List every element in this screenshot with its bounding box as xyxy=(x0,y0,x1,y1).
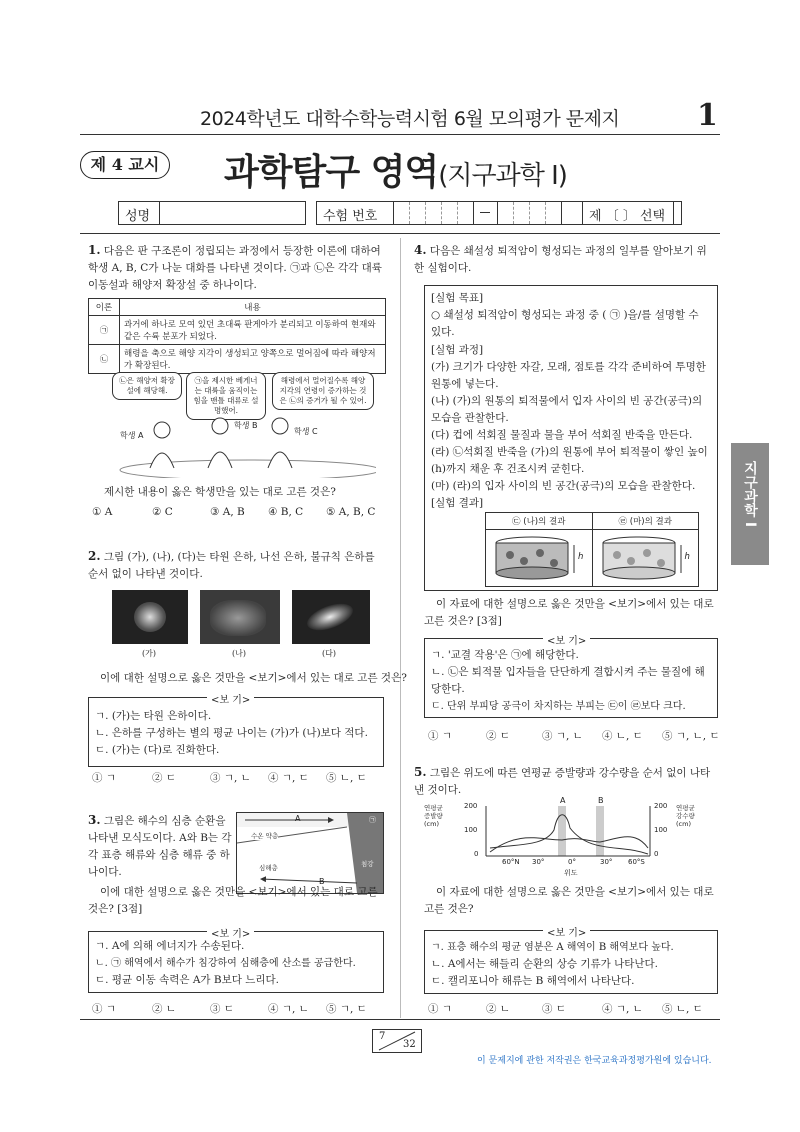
q5-region-a: A xyxy=(560,796,566,805)
q4-choice-4[interactable]: ④ ㄴ, ㄷ xyxy=(602,730,643,742)
q5-left-label: 연평균증발량(cm) xyxy=(424,804,443,828)
q1-row1-label: ㉠ xyxy=(89,316,120,345)
label-student-b: 학생 B xyxy=(234,421,258,430)
q5-xtick-60s: 60°S xyxy=(628,858,645,866)
bubble-student-a: ㉡은 해양저 확장설에 해당해. xyxy=(112,372,182,400)
q3-label-deep: 심해층 xyxy=(259,864,278,872)
q2-question: 이에 대한 설명으로 옳은 것만을 <보기>에서 있는 대로 고른 것은? xyxy=(100,672,407,684)
q1-row2-content: 해령을 축으로 해양 지각이 생성되고 양쪽으로 멀어짐에 따라 해양저가 확장된다. xyxy=(120,345,386,374)
q5-text: 그림은 위도에 따른 연평균 증발량과 강수량을 순서 없이 나타낸 것이다. xyxy=(414,767,711,796)
q5-ytick-200-l: 200 xyxy=(464,802,478,810)
galaxy-image-ga xyxy=(112,590,188,644)
q5-choice-5[interactable]: ⑤ ㄴ, ㄷ xyxy=(662,1003,703,1015)
q4-proc-title: [실험 과정] xyxy=(431,344,484,356)
session-badge: 제 4 교시 xyxy=(80,151,170,179)
q5-choice-1[interactable]: ① ㄱ xyxy=(428,1003,452,1015)
q5-xtick-0: 0° xyxy=(568,858,576,866)
q5-bogi-1: ㄱ. 표층 해수의 평균 염분은 A 해역이 B 해역보다 높다. xyxy=(431,942,674,953)
area-main: 과학탐구 영역 xyxy=(224,152,439,193)
q4-choice-3[interactable]: ③ ㄱ, ㄴ xyxy=(542,730,583,742)
q4-bogi-3: ㄷ. 단위 부피당 공극이 차지하는 부피는 ㉢이 ㉣보다 크다. xyxy=(431,701,686,712)
label-student-c: 학생 C xyxy=(294,427,318,436)
page-total: 32 xyxy=(403,1039,416,1050)
q3-choice-3[interactable]: ③ ㄷ xyxy=(210,1003,234,1015)
q5-bogi-title: <보 기> xyxy=(543,924,590,939)
q2-bogi-2: ㄴ. 은하를 구성하는 별의 평균 나이는 (가)가 (나)보다 적다. xyxy=(95,727,368,739)
q4-stem xyxy=(414,242,714,277)
q4-h-label-2: h xyxy=(684,552,690,562)
q4-step-ga: (가) 크기가 다양한 자갈, 모래, 점토를 각각 준비하여 투명한 원통에 넣는다. xyxy=(431,361,706,390)
name-field[interactable] xyxy=(118,201,306,225)
q3-text: 그림은 해수의 심층 순환을 나타낸 모식도이다. A와 B는 각각 표층 해류와 심층 해류 중 하나이다. xyxy=(88,815,232,878)
bubble-student-b: ㉠을 제시한 베게너는 대륙을 움직이는 힘을 맨틀 대류로 설명했어. xyxy=(186,372,266,420)
q1-number: 1. xyxy=(88,243,101,257)
area-title xyxy=(224,144,567,195)
q5-ytick-0-l: 0 xyxy=(474,850,479,858)
q1-table xyxy=(88,298,386,374)
choice-label: 제 〔 〕 선택 xyxy=(589,209,666,224)
q4-result-header-1: ㉢ (나)의 결과 xyxy=(486,513,593,530)
q3-diagram xyxy=(236,812,384,894)
q5-stem xyxy=(414,764,714,799)
q4-step-da: (다) 컵에 석회질 물질과 물을 부어 석회질 반죽을 만든다. xyxy=(431,429,693,441)
q4-result-before xyxy=(486,530,593,587)
q1-th-theory: 이론 xyxy=(89,299,120,316)
q3-bogi-3: ㄷ. 평균 이동 속력은 A가 B보다 느리다. xyxy=(95,974,280,986)
q2-bogi-title: <보 기> xyxy=(207,691,254,706)
q5-bogi-box xyxy=(424,930,718,994)
q3-bogi-title: <보 기> xyxy=(207,925,254,940)
q5-xtick-60n: 60°N xyxy=(502,858,520,866)
area-sub: (지구과학 I) xyxy=(438,161,567,191)
q5-right-label: 연평균강수량(cm) xyxy=(676,804,695,828)
q2-choice-2[interactable]: ② ㄷ xyxy=(152,772,176,784)
header-rule xyxy=(80,134,720,135)
q4-result-table xyxy=(485,512,699,587)
q5-bogi-2: ㄴ. A에서는 해들리 순환의 상승 기류가 나타난다. xyxy=(431,958,659,970)
q2-bogi-box xyxy=(88,697,384,767)
q3-label-b: B xyxy=(319,877,325,886)
q1-question: 제시한 내용이 옳은 학생만을 있는 대로 고른 것은? xyxy=(104,486,336,498)
q3-choices xyxy=(92,1001,392,1016)
q2-number: 2. xyxy=(88,549,101,563)
cylinder-before-drawing xyxy=(490,533,580,581)
q1-stem xyxy=(88,242,384,294)
q3-stem xyxy=(88,812,232,881)
q5-ytick-200-r: 200 xyxy=(654,802,668,810)
q2-choice-5[interactable]: ⑤ ㄴ, ㄷ xyxy=(326,772,367,784)
q2-bogi-3: ㄷ. (가)는 (다)로 진화한다. xyxy=(95,744,220,756)
q2-stem xyxy=(88,548,384,583)
q3-label-sink: 침강 xyxy=(361,860,374,868)
q5-xtick-30s: 30° xyxy=(600,858,613,866)
q5-ytick-100-r: 100 xyxy=(654,826,668,834)
q5-ytick-100-l: 100 xyxy=(464,826,478,834)
q1-choice-2[interactable]: ② C xyxy=(152,506,173,518)
q5-bogi-3: ㄷ. 캘리포니아 해류는 B 해역에서 나타난다. xyxy=(431,975,635,987)
q1-row2-label: ㉡ xyxy=(89,345,120,374)
q3-bogi-box xyxy=(88,931,384,993)
q4-step-na: (나) (가)의 원통의 퇴적물에서 입자 사이의 빈 공간(공극)의 모습을 관찰한다. xyxy=(431,395,703,424)
q4-choice-5[interactable]: ⑤ ㄱ, ㄴ, ㄷ xyxy=(662,730,720,742)
q3-choice-4[interactable]: ④ ㄱ, ㄴ xyxy=(268,1003,309,1015)
q4-step-ma: (마) (라)의 입자 사이의 빈 공간(공극)의 모습을 관찰한다. xyxy=(431,480,696,492)
q2-choice-4[interactable]: ④ ㄱ, ㄷ xyxy=(268,772,309,784)
q4-bogi-1: ㄱ. '교결 작용'은 ㉠에 해당한다. xyxy=(431,649,579,661)
q3-bogi-2: ㄴ. ㉠ 해역에서 해수가 침강하여 심해층에 산소를 공급한다. xyxy=(95,958,356,969)
exam-title: 2024학년도 대학수학능력시험 6월 모의평가 문제지 xyxy=(200,108,620,130)
side-tab-label: 지구과학 I xyxy=(742,461,758,528)
q2-choice-3[interactable]: ③ ㄱ, ㄴ xyxy=(210,772,251,784)
caption-ga: (가) xyxy=(142,649,156,658)
q4-bogi-box xyxy=(424,638,718,718)
q3-choice-1[interactable]: ① ㄱ xyxy=(92,1003,116,1015)
q1-choice-3[interactable]: ③ A, B xyxy=(210,506,245,518)
q4-choices xyxy=(428,728,728,743)
q5-region-b: B xyxy=(598,796,604,805)
q2-choices xyxy=(92,770,392,785)
q5-choices xyxy=(428,1001,728,1016)
q4-goal-title: [실험 목표] xyxy=(431,292,484,304)
q4-text: 다음은 쇄설성 퇴적암이 형성되는 과정의 일부를 알아보기 위한 실험이다. xyxy=(414,245,707,274)
subject-side-tab xyxy=(731,443,769,565)
q5-xlabel: 위도 xyxy=(564,869,578,877)
q3-choice-5[interactable]: ⑤ ㄱ, ㄷ xyxy=(326,1003,367,1015)
copyright-notice: 이 문제지에 관한 저작권은 한국교육과정평가원에 있습니다. xyxy=(477,1056,712,1066)
q1-illustration xyxy=(100,368,376,478)
q5-choice-2[interactable]: ② ㄴ xyxy=(486,1003,510,1015)
galaxy-image-na xyxy=(200,590,280,644)
q5-ytick-0-r: 0 xyxy=(654,850,659,858)
q5-question: 이 자료에 대한 설명으로 옳은 것만을 <보기>에서 있는 대로 고른 것은? xyxy=(424,886,714,915)
page-counter xyxy=(372,1029,422,1053)
q1-choice-1[interactable]: ① A xyxy=(92,506,113,518)
q4-choice-1[interactable]: ① ㄱ xyxy=(428,730,452,742)
q3-bogi-1: ㄱ. A에 의해 에너지가 수송된다. xyxy=(95,940,245,952)
q5-choice-3[interactable]: ③ ㄷ xyxy=(542,1003,566,1015)
q2-bogi-1: ㄱ. (가)는 타원 은하이다. xyxy=(95,710,212,722)
name-label: 성명 xyxy=(125,209,151,224)
q5-number: 5. xyxy=(414,765,427,779)
q4-bogi-2: ㄴ. ㉡은 퇴적물 입자들을 단단하게 결합시켜 주는 물질에 해당한다. xyxy=(431,666,705,695)
q5-xtick-30n: 30° xyxy=(532,858,545,866)
q2-text: 그림 (가), (나), (다)는 타원 은하, 나선 은하, 불규칙 은하를 순서 없이 나타낸 것이다. xyxy=(88,551,375,580)
q4-h-label-1: h xyxy=(578,552,584,562)
choice-field[interactable] xyxy=(582,201,674,225)
info-rule xyxy=(80,233,720,234)
caption-na: (나) xyxy=(232,649,246,658)
footer-rule xyxy=(80,1019,720,1020)
q3-choice-2[interactable]: ② ㄴ xyxy=(152,1003,176,1015)
q4-choice-2[interactable]: ② ㄷ xyxy=(486,730,510,742)
q5-chart xyxy=(424,796,695,880)
q3-question: 이에 대한 설명으로 옳은 것만을 <보기>에서 있는 대로 고른 것은? [3점] xyxy=(88,886,378,915)
page-number: 1 xyxy=(697,98,718,133)
cylinder-after-drawing xyxy=(597,533,687,581)
q1-choice-4[interactable]: ④ B, C xyxy=(268,506,304,518)
q1-th-content: 내용 xyxy=(120,299,386,316)
q4-result-header-2: ㉣ (마)의 결과 xyxy=(592,513,699,530)
q1-text: 다음은 판 구조론이 정립되는 과정에서 등장한 이론에 대하여 학생 A, B, C가 나눈 대화를 나타낸 것이다. ㉠과 ㉡은 각각 대륙 이동설과 해양저 확장설 중 하나이다. xyxy=(88,245,382,291)
q3-label-thermocline: 수온 약층 xyxy=(251,832,279,840)
q4-result-after xyxy=(592,530,699,587)
q4-number: 4. xyxy=(414,243,427,257)
exam-number-label: 수험 번호 xyxy=(323,209,378,224)
q4-question: 이 자료에 대한 설명으로 옳은 것만을 <보기>에서 있는 대로 고른 것은? [3점] xyxy=(424,598,714,627)
label-student-a: 학생 A xyxy=(120,431,144,440)
q4-bogi-title: <보 기> xyxy=(543,632,590,647)
caption-da: (다) xyxy=(322,649,336,658)
q4-step-ra: (라) ㉡석회질 반죽을 (가)의 원통에 부어 퇴적물이 쌓인 높이(h)까지 채운 후 건조시켜 굳힌다. xyxy=(431,446,708,475)
circulation-drawing xyxy=(237,813,383,893)
q3-label-a: A xyxy=(295,814,301,823)
q1-choices xyxy=(92,506,392,518)
q5-choice-4[interactable]: ④ ㄱ, ㄴ xyxy=(602,1003,643,1015)
q1-choice-5[interactable]: ⑤ A, B, C xyxy=(326,506,376,518)
bubble-student-c: 해령에서 멀어질수록 해양 지각의 연령이 증가하는 것은 ㉡의 증거가 될 수 있어. xyxy=(272,372,374,410)
q1-row1-content: 과거에 하나로 모여 있던 초대륙 판게아가 분리되고 이동하여 현재와 같은 수륙 분포가 되었다. xyxy=(120,316,386,345)
q3-number: 3. xyxy=(88,813,101,827)
q4-goal: ○ 쇄설성 퇴적암이 형성되는 과정 중 ( ㉠ )을/를 설명할 수 있다. xyxy=(431,309,699,338)
q2-choice-1[interactable]: ① ㄱ xyxy=(92,772,116,784)
page-current: 7 xyxy=(379,1031,386,1042)
galaxy-image-da xyxy=(292,590,370,644)
column-divider xyxy=(400,238,401,1018)
q4-experiment-box xyxy=(424,285,718,591)
q3-label-gyre: ㉠ xyxy=(369,816,376,824)
q4-result-title: [실험 결과] xyxy=(431,497,484,509)
